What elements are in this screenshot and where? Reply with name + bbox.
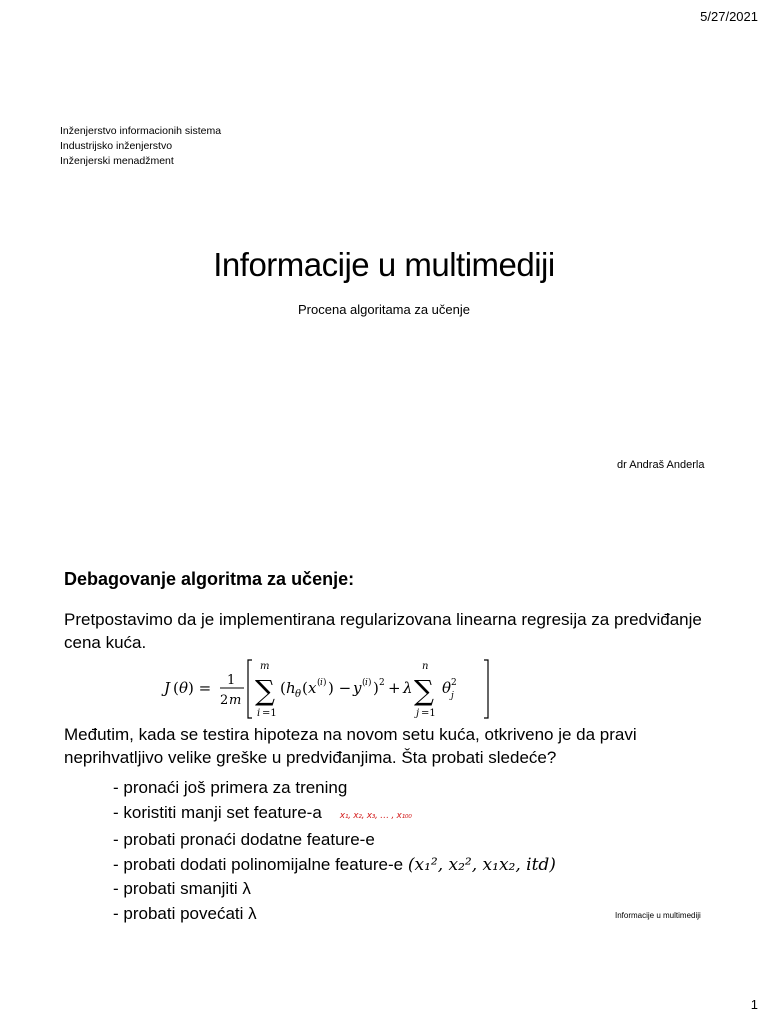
slide-paragraph-2: Međutim, kada se testira hipoteza na novom setu kuća, otkriveno je da pravi neprihvatljivo velike greške u predviđanjima. Šta probati sledeće? <box>64 725 637 767</box>
svg-text:θ: θ <box>295 689 302 700</box>
svg-text:=1: =1 <box>421 708 436 719</box>
svg-text:): ) <box>373 679 379 697</box>
bullet-text: - probati smanjiti λ <box>113 879 251 898</box>
bullet-text: - koristiti manji set feature-a <box>113 802 322 822</box>
svg-text:2: 2 <box>220 693 229 708</box>
svg-text:1: 1 <box>227 673 236 688</box>
bullet-text: - probati povećati λ <box>113 903 257 923</box>
svg-text:) =: ) = <box>188 679 212 697</box>
author: dr Andraš Anderla <box>617 459 705 471</box>
slide-paragraph-1: Pretpostavimo da je implementirana regularizovana linearna regresija za predviđanje cena kuća. <box>64 610 702 652</box>
list-item <box>113 776 556 801</box>
svg-text:n: n <box>422 661 429 672</box>
svg-text:): ) <box>323 678 327 688</box>
date: 5/27/2021 <box>700 9 758 24</box>
program-1: Inženjerstvo informacionih sistema <box>60 125 222 137</box>
svg-text:(: ( <box>280 679 286 697</box>
svg-text:x: x <box>308 679 317 697</box>
svg-text:m: m <box>260 661 270 672</box>
list-item <box>113 853 556 878</box>
svg-text:θ: θ <box>442 679 452 697</box>
svg-text:∑: ∑ <box>414 674 434 707</box>
svg-text:J: J <box>164 679 171 697</box>
svg-text:j: j <box>451 691 454 701</box>
svg-text:y: y <box>353 679 362 697</box>
list-item <box>113 902 556 927</box>
page-number: 1 <box>750 997 758 1012</box>
svg-text:h: h <box>286 679 296 697</box>
slide-footer: Informacije u multimediji <box>615 911 701 920</box>
course-title: Informacije u multimediji <box>213 246 555 283</box>
program-3: Inženjerski menadžment <box>60 155 174 167</box>
svg-text:(: ( <box>302 679 308 697</box>
slide-heading: Debagovanje algoritma za učenje: <box>64 569 355 589</box>
study-programs <box>60 124 221 169</box>
handwritten-annotation: x₁, x₂, x₃, … , x₁₀₀ <box>339 810 412 821</box>
svg-text:): ) <box>368 678 372 688</box>
lecture-subtitle: Procena algoritama za učenje <box>298 302 470 317</box>
svg-text:m: m <box>229 693 242 708</box>
suggestion-list <box>113 776 556 926</box>
cost-function-formula <box>160 656 500 722</box>
svg-text:2: 2 <box>451 678 457 688</box>
svg-text:(: ( <box>362 678 366 688</box>
polynomial-features-math: (x₁², x₂², x₁x₂, itd) <box>407 854 556 875</box>
svg-text:(: ( <box>173 679 179 697</box>
svg-text:=1: =1 <box>262 708 277 719</box>
svg-text:∑: ∑ <box>255 674 275 707</box>
bullet-text: - probati pronaći dodatne feature-e <box>113 830 375 849</box>
list-item <box>113 801 556 829</box>
svg-text:λ: λ <box>403 679 413 697</box>
svg-text:(: ( <box>317 678 321 688</box>
list-item <box>113 877 556 902</box>
svg-text:j: j <box>416 708 420 719</box>
bullet-text: - pronaći još primera za trening <box>113 778 348 797</box>
svg-text:) −: ) − <box>328 679 352 697</box>
svg-text:i: i <box>257 708 261 719</box>
svg-text:i: i <box>365 678 368 688</box>
svg-text:θ: θ <box>179 679 189 697</box>
bullet-text: - probati dodati polinomijalne feature-e <box>113 854 404 874</box>
list-item <box>113 828 556 853</box>
svg-text:+: + <box>388 679 401 697</box>
program-2: Industrijsko inženjerstvo <box>60 140 173 152</box>
svg-text:i: i <box>320 678 323 688</box>
svg-text:2: 2 <box>379 678 385 688</box>
